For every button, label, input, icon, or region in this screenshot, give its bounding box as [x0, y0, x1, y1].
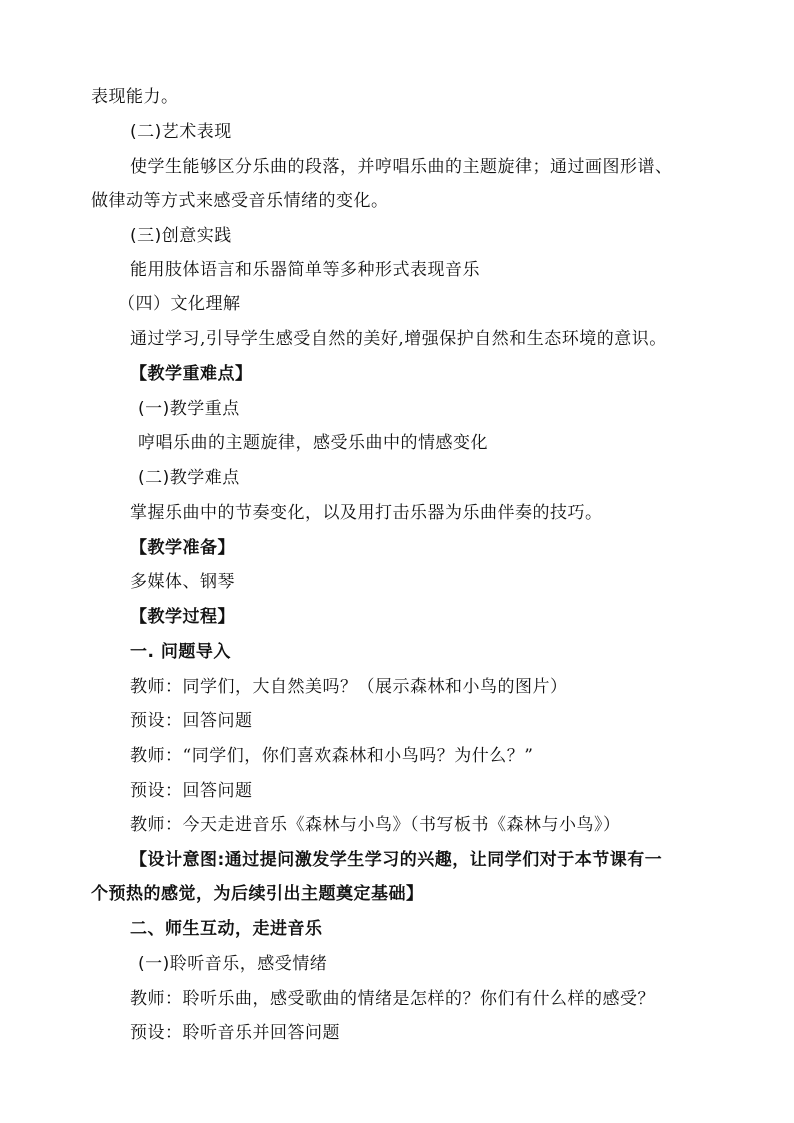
- text-line: 能用肢体语言和乐器简单等多种形式表现音乐: [130, 260, 480, 280]
- text-line: 表现能力。: [91, 87, 179, 107]
- subheading: (一)聆听音乐，感受情绪: [138, 954, 328, 974]
- subheading: (三)创意实践: [130, 226, 232, 246]
- subheading: (二)教学难点: [138, 468, 240, 488]
- subheading: (一)教学重点: [138, 399, 240, 419]
- subheading: (二)艺术表现: [130, 122, 232, 142]
- design-intent: 个预热的感觉，为后续引出主题奠定基础】: [91, 884, 424, 904]
- text-line: 预设：回答问题: [130, 711, 253, 731]
- text-line: 哼唱乐曲的主题旋律，感受乐曲中的情感变化: [138, 433, 488, 453]
- section-heading: 一. 问题导入: [130, 642, 231, 662]
- section-heading: 二、师生互动，走进音乐: [130, 919, 323, 939]
- text-line: 通过学习,引导学生感受自然的美好,增强保护自然和生态环境的意识。: [130, 329, 667, 349]
- text-line: 多媒体、钢琴: [130, 572, 235, 592]
- text-line: 掌握乐曲中的节奏变化，以及用打击乐器为乐曲伴奏的技巧。: [130, 503, 603, 523]
- design-intent: 【设计意图:通过提问激发学生学习的兴趣，让同学们对于本节课有一: [130, 850, 663, 870]
- text-line: 预设：回答问题: [130, 781, 253, 801]
- section-heading: 【教学重难点】: [130, 364, 253, 384]
- text-line: 使学生能够区分乐曲的段落，并哼唱乐曲的主题旋律；通过画图形谱、: [130, 157, 673, 177]
- text-line: 教师：同学们，大自然美吗？（展示森林和小鸟的图片）: [130, 677, 568, 697]
- text-line: 预设：聆听音乐并回答问题: [130, 1023, 340, 1043]
- text-line: 教师：今天走进音乐《森林与小鸟》（书写板书《森林与小鸟》）: [130, 815, 621, 835]
- subheading: （四）文化理解: [118, 294, 241, 314]
- section-heading: 【教学准备】: [130, 538, 235, 558]
- section-heading: 【教学过程】: [130, 607, 235, 627]
- text-line: 做律动等方式来感受音乐情绪的变化。: [91, 191, 389, 211]
- text-line: 教师：聆听乐曲，感受歌曲的情绪是怎样的？你们有什么样的感受？: [130, 989, 655, 1009]
- text-line: 教师：“同学们，你们喜欢森林和小鸟吗？为什么？”: [130, 746, 534, 766]
